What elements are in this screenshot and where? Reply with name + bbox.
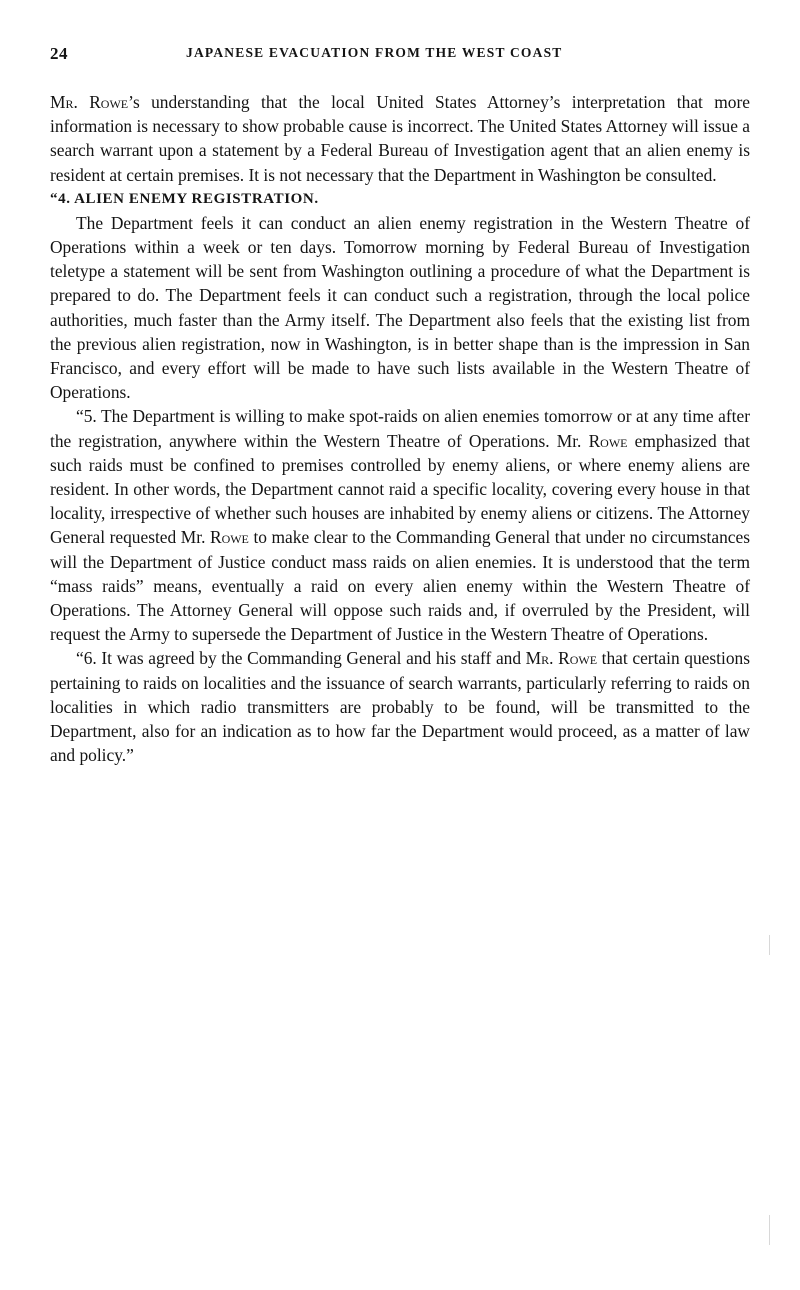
running-title: JAPANESE EVACUATION FROM THE WEST COAST [186,45,563,60]
paragraph-agreement [50,646,750,767]
paragraph-spot-raids [50,404,750,646]
paragraph-text: that certain questions pertaining to raids on localities and the issuance of search warrants, particularly referring to raids on localities in which radio transmitters are probably to be found, will be transmitted to the Department, also for an indication as to how far the Department would proceed, as a matter of law and policy.” [50,648,750,766]
person-name: Mr. Rowe [50,92,129,112]
scan-artifact [769,1215,770,1245]
paragraph-text: to make clear to the Commanding General that under no circumstances will the Department of Justice conduct mass raids on alien enemies. It is understood that the term “mass raids” means, eventually a raid on every alien enemy within the Western Theatre of Operations. The Attorney General will oppose such raids and, if overruled by the President, will request the Army to supersede the Department of Justice in the Western Theatre of Operations. [50,527,750,645]
person-name: Rowe [588,430,628,451]
scan-artifact [769,935,770,955]
paragraph-text: “6. It was agreed by the Commanding General and his staff and [76,648,526,669]
running-header [50,44,750,68]
page-number: 24 [50,44,68,63]
paragraph-text: “5. The Department is willing to make spot-raids on alien enemies tomorrow or at any time after the registration, anywhere within the Western Theatre of Operations. Mr. [50,406,750,451]
paragraph-registration: The Department feels it can conduct an alien enemy registration in the Western Theatre of Operations within a week or ten days. Tomorrow morning by Federal Bureau of Investigation teletype a statement will be sent from Washington outlining a procedure of what the Department is prepared to do. The Department feels it can conduct such a registration, through the local police authorities, much faster than the Army itself. The Department also feels that the existing list from the previous alien registration, now in Washington, is in better shape than is the impression in San Francisco, and every effort will be made to have such lists available in the Western Theatre of Operations. [50,212,750,403]
person-name: Rowe [209,527,249,548]
section-heading: “4. ALIEN ENEMY REGISTRATION. [50,190,319,207]
paragraph-text: ’s understanding that the local United States Attorney’s interpretation that more information is necessary to show probable cause is incorrect. The United States Attorney will issue a search warrant upon a statement by a Federal Bureau of Investigation agent that an alien enemy is resident at certain premises. It is not necessary that the Department in Washington be consulted. [50,92,750,185]
person-name: Mr. Rowe [525,648,598,669]
body-text [50,90,750,767]
paragraph-continued [50,90,750,187]
paragraph-text: emphasized that such raids must be confined to premises controlled by enemy aliens, or where enemy aliens are resident. In other words, the Department cannot raid a specific locality, covering every house in that locality, irrespective of whether such houses are inhabited by enemy aliens or citizens. The Attorney General requested Mr. [50,430,750,548]
